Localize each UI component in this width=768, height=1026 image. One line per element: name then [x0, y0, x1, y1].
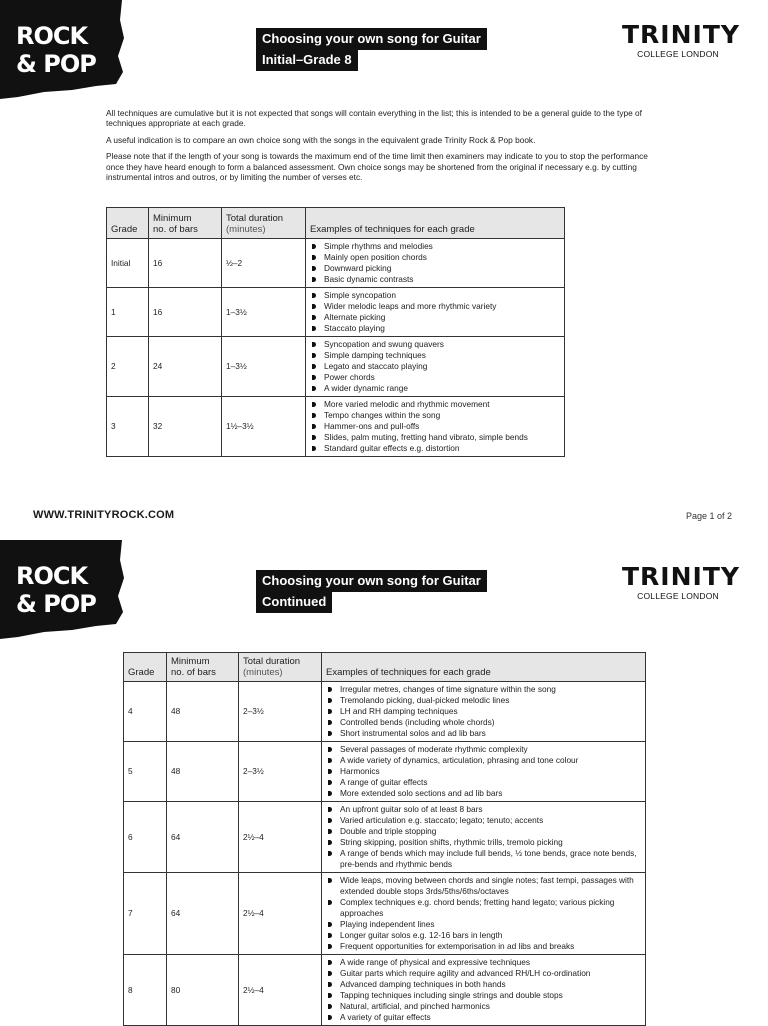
table-row [107, 239, 565, 288]
grade-cell: 5 [124, 742, 167, 802]
technique-item: Varied articulation e.g. staccato; legato; tenuto; accents [326, 815, 641, 826]
technique-item: A range of guitar effects [326, 777, 641, 788]
technique-item: Simple rhythms and melodies [310, 241, 560, 252]
technique-item: Playing independent lines [326, 919, 641, 930]
header-duration: Total duration (minutes) [239, 653, 322, 682]
title-line-2: Continued [256, 591, 332, 613]
technique-item: Power chords [310, 372, 560, 383]
grade-cell: 2 [107, 337, 149, 397]
techniques-list [310, 241, 560, 285]
duration-cell: 1½–3½ [222, 397, 306, 457]
grade-cell: Initial [107, 239, 149, 288]
technique-item: A wide range of physical and expressive techniques [326, 957, 641, 968]
technique-item: String skipping, position shifts, rhythmic trills, tremolo picking [326, 837, 641, 848]
duration-cell: ½–2 [222, 239, 306, 288]
technique-item: Double and triple stopping [326, 826, 641, 837]
techniques-table-1 [106, 207, 565, 457]
technique-item: Guitar parts which require agility and advanced RH/LH co-ordination [326, 968, 641, 979]
trinity-subtitle: COLLEGE LONDON [637, 591, 719, 601]
table-row [107, 288, 565, 337]
page-number: Page 1 of 2 [686, 511, 733, 521]
techniques-list [310, 399, 560, 454]
technique-item: Wide leaps, moving between chords and single notes; fast tempi, passages with extended double stops 3rds/5ths/6ths/octaves [326, 875, 641, 897]
logo-rock-text: ROCK [16, 562, 88, 590]
title-line-2: Initial–Grade 8 [256, 49, 358, 71]
technique-item: Wider melodic leaps and more rhythmic variety [310, 301, 560, 312]
technique-item: More extended solo sections and ad lib bars [326, 788, 641, 799]
table-row [124, 682, 646, 742]
technique-item: More varied melodic and rhythmic movement [310, 399, 560, 410]
table-row [107, 397, 565, 457]
table-row [124, 873, 646, 955]
min-bars-cell: 16 [149, 239, 222, 288]
table-row [124, 955, 646, 1026]
technique-item: Legato and staccato playing [310, 361, 560, 372]
table-row [124, 742, 646, 802]
header-grade: Grade [124, 653, 167, 682]
intro-paragraph: All techniques are cumulative but it is not expected that songs will contain everything in the list; this is intended to be a general guide to the type of techniques appropriate at each grade. [106, 108, 642, 129]
technique-item: Tapping techniques including single strings and double stops [326, 990, 641, 1001]
technique-item: Complex techniques e.g. chord bends; fretting hand legato; various picking approaches [326, 897, 641, 919]
page-2 [0, 540, 768, 1024]
min-bars-cell: 32 [149, 397, 222, 457]
page-title [256, 28, 487, 70]
technique-item: Short instrumental solos and ad lib bars [326, 728, 641, 739]
footer-url: WWW.TRINITYROCK.COM [33, 509, 175, 521]
techniques-cell [306, 337, 565, 397]
technique-item: Several passages of moderate rhythmic complexity [326, 744, 641, 755]
technique-item: Standard guitar effects e.g. distortion [310, 443, 560, 454]
grade-cell: 3 [107, 397, 149, 457]
header-duration: Total duration (minutes) [222, 208, 306, 239]
technique-item: Tremolando picking, dual-picked melodic lines [326, 695, 641, 706]
logo-rock-text: ROCK [16, 22, 88, 50]
technique-item: An upfront guitar solo of at least 8 bars [326, 804, 641, 815]
grade-cell: 7 [124, 873, 167, 955]
technique-item: Simple damping techniques [310, 350, 560, 361]
technique-item: Simple syncopation [310, 290, 560, 301]
technique-item: A range of bends which may include full bends, ½ tone bends, grace note bends, pre-bends and rhythmic bends [326, 848, 641, 870]
table-body [124, 682, 646, 1026]
techniques-cell [322, 955, 646, 1026]
trinity-name: TRINITY [622, 562, 740, 591]
duration-cell: 2½–4 [239, 955, 322, 1026]
technique-item: Slides, palm muting, fretting hand vibrato, simple bends [310, 432, 560, 443]
techniques-table-2 [123, 652, 646, 1026]
min-bars-cell: 64 [167, 873, 239, 955]
min-bars-cell: 48 [167, 682, 239, 742]
technique-item: A variety of guitar effects [326, 1012, 641, 1023]
technique-item: Syncopation and swung quavers [310, 339, 560, 350]
grade-cell: 6 [124, 802, 167, 873]
techniques-list [326, 744, 641, 799]
trinity-logo [622, 20, 740, 59]
duration-cell: 2–3½ [239, 742, 322, 802]
technique-item: Irregular metres, changes of time signature within the song [326, 684, 641, 695]
techniques-list [310, 339, 560, 394]
techniques-list [326, 684, 641, 739]
technique-item: Controlled bends (including whole chords) [326, 717, 641, 728]
min-bars-cell: 48 [167, 742, 239, 802]
min-bars-cell: 64 [167, 802, 239, 873]
technique-item: Basic dynamic contrasts [310, 274, 560, 285]
techniques-list [326, 957, 641, 1023]
table-row [124, 802, 646, 873]
intro-paragraph: Please note that if the length of your song is towards the maximum end of the time limit then examiners may indicate to you to stop the performance once they have heard enough to form a balanced assessment. Own choice songs may be shortened from the original if necessary e.g. by cutting instrumental intros and outros, or by limiting the number of verses etc. [106, 151, 648, 183]
intro-text [106, 108, 666, 188]
technique-item: Advanced damping techniques in both hands [326, 979, 641, 990]
technique-item: Mainly open position chords [310, 252, 560, 263]
technique-item: Downward picking [310, 263, 560, 274]
page-title [256, 570, 487, 612]
logo-pop-text: & POP [16, 50, 96, 78]
technique-item: Hammer-ons and pull-offs [310, 421, 560, 432]
header-min-bars: Minimum no. of bars [149, 208, 222, 239]
techniques-cell [306, 288, 565, 337]
technique-item: Harmonics [326, 766, 641, 777]
header-grade: Grade [107, 208, 149, 239]
trinity-subtitle: COLLEGE LONDON [637, 49, 719, 59]
duration-cell: 2½–4 [239, 873, 322, 955]
techniques-list [326, 804, 641, 870]
grade-cell: 1 [107, 288, 149, 337]
techniques-cell [306, 397, 565, 457]
table-body [107, 239, 565, 457]
trinity-logo [622, 562, 740, 601]
technique-item: LH and RH damping techniques [326, 706, 641, 717]
techniques-list [310, 290, 560, 334]
header-techniques: Examples of techniques for each grade [306, 208, 565, 239]
technique-item: Tempo changes within the song [310, 410, 560, 421]
duration-cell: 1–3½ [222, 337, 306, 397]
grade-cell: 4 [124, 682, 167, 742]
title-line-1: Choosing your own song for Guitar [256, 28, 487, 50]
technique-item: Natural, artificial, and pinched harmonics [326, 1001, 641, 1012]
table-row [107, 337, 565, 397]
trinity-name: TRINITY [622, 20, 740, 49]
min-bars-cell: 80 [167, 955, 239, 1026]
techniques-cell [322, 802, 646, 873]
grade-cell: 8 [124, 955, 167, 1026]
techniques-cell [322, 682, 646, 742]
title-line-1: Choosing your own song for Guitar [256, 570, 487, 592]
techniques-cell [306, 239, 565, 288]
duration-cell: 2–3½ [239, 682, 322, 742]
logo-pop-text: & POP [16, 590, 96, 618]
min-bars-cell: 16 [149, 288, 222, 337]
min-bars-cell: 24 [149, 337, 222, 397]
technique-item: Staccato playing [310, 323, 560, 334]
technique-item: Frequent opportunities for extemporisation in ad libs and breaks [326, 941, 641, 952]
techniques-list [326, 875, 641, 952]
duration-cell: 1–3½ [222, 288, 306, 337]
technique-item: A wider dynamic range [310, 383, 560, 394]
header-min-bars: Minimum no. of bars [167, 653, 239, 682]
header-techniques: Examples of techniques for each grade [322, 653, 646, 682]
technique-item: A wide variety of dynamics, articulation, phrasing and tone colour [326, 755, 641, 766]
techniques-cell [322, 742, 646, 802]
duration-cell: 2½–4 [239, 802, 322, 873]
techniques-cell [322, 873, 646, 955]
technique-item: Alternate picking [310, 312, 560, 323]
intro-paragraph: A useful indication is to compare an own choice song with the songs in the equivalent grade Trinity Rock & Pop book. [106, 134, 536, 145]
technique-item: Longer guitar solos e.g. 12-16 bars in length [326, 930, 641, 941]
